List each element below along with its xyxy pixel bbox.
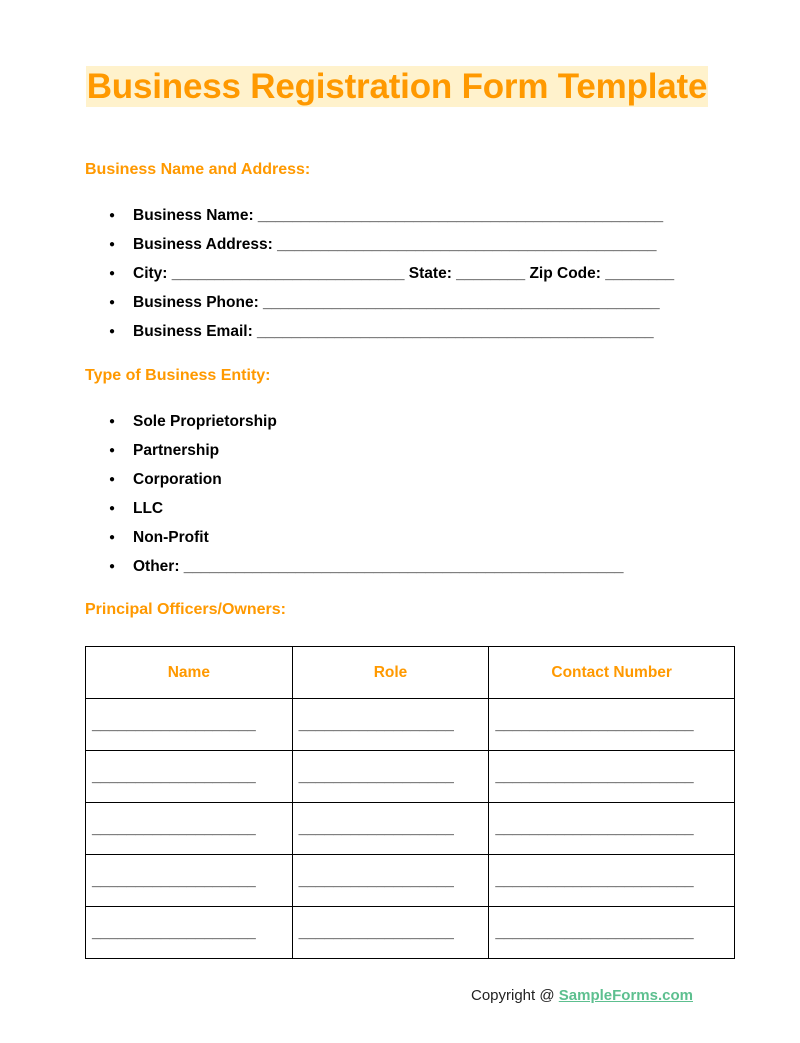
entity-other[interactable]: ● Other: ___________________________________________________ (0, 552, 623, 581)
entity-llc[interactable]: ● LLC (0, 494, 623, 523)
section-heading-officers: Principal Officers/Owners: (85, 601, 286, 618)
column-header-role: Role (292, 647, 489, 699)
contact-cell[interactable]: _______________________ (489, 751, 735, 803)
contact-cell[interactable]: _______________________ (489, 803, 735, 855)
table-row (86, 907, 735, 959)
name-cell[interactable]: ___________________ (86, 751, 293, 803)
contact-cell[interactable]: _______________________ (489, 907, 735, 959)
table-header-row (86, 647, 735, 699)
table-row (86, 855, 735, 907)
business-fields-list (0, 201, 674, 346)
field-business-email[interactable]: ● Business Email: ______________________________________________ (0, 317, 674, 346)
page-title: Business Registration Form Template (86, 67, 708, 106)
field-city-state-zip[interactable]: ● City: ___________________________ State: ________ Zip Code: ________ (0, 259, 674, 288)
column-header-name: Name (86, 647, 293, 699)
copyright-footer (471, 987, 693, 1004)
field-business-phone[interactable]: ● Business Phone: ______________________________________________ (0, 288, 674, 317)
section-heading-entity: Type of Business Entity: (85, 367, 271, 384)
field-business-address[interactable]: ● Business Address: ____________________________________________ (0, 230, 674, 259)
contact-cell[interactable]: _______________________ (489, 699, 735, 751)
name-cell[interactable]: ___________________ (86, 699, 293, 751)
copyright-text: Copyright @ (471, 987, 559, 1004)
field-business-name[interactable]: ● Business Name: _______________________________________________ (0, 201, 674, 230)
entity-sole-proprietorship[interactable]: ● Sole Proprietorship (0, 407, 623, 436)
role-cell[interactable]: __________________ (292, 907, 489, 959)
table-row (86, 699, 735, 751)
name-cell[interactable]: ___________________ (86, 907, 293, 959)
entity-list (0, 407, 623, 581)
table-row (86, 751, 735, 803)
officers-table (85, 646, 735, 959)
name-cell[interactable]: ___________________ (86, 803, 293, 855)
section-heading-business: Business Name and Address: (85, 161, 311, 178)
brand-link[interactable]: SampleForms.com (558, 987, 693, 1004)
role-cell[interactable]: __________________ (292, 803, 489, 855)
table-row (86, 803, 735, 855)
column-header-contact: Contact Number (489, 647, 735, 699)
role-cell[interactable]: __________________ (292, 855, 489, 907)
entity-corporation[interactable]: ● Corporation (0, 465, 623, 494)
name-cell[interactable]: ___________________ (86, 855, 293, 907)
entity-partnership[interactable]: ● Partnership (0, 436, 623, 465)
role-cell[interactable]: __________________ (292, 699, 489, 751)
entity-non-profit[interactable]: ● Non-Profit (0, 523, 623, 552)
role-cell[interactable]: __________________ (292, 751, 489, 803)
contact-cell[interactable]: _______________________ (489, 855, 735, 907)
